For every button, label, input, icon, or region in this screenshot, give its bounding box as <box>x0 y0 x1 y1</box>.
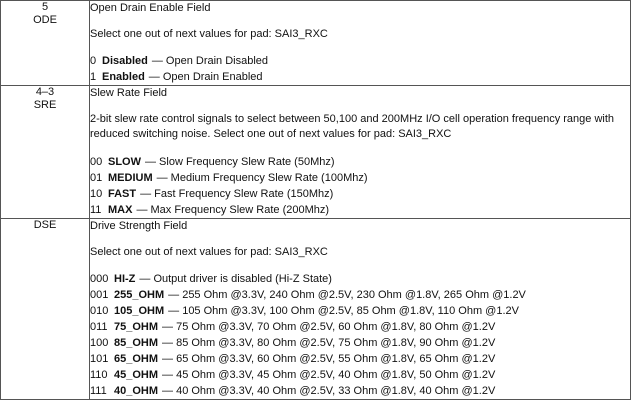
option-name: 65_OHM <box>114 353 159 365</box>
option-row <box>90 367 630 383</box>
field-bits: 5 <box>41 1 49 13</box>
description-cell <box>90 219 631 400</box>
field-intro: 2-bit slew rate control signals to select between 50,100 and 200MHz I/O cell operation frequency range with reduced switching noise. Select one out of next values for pad: SAI3_RXC <box>90 113 615 140</box>
option-code: 110 <box>90 369 108 381</box>
description-cell <box>90 1 631 86</box>
option-name: 105_OHM <box>114 305 165 317</box>
option-row <box>90 335 630 351</box>
field-cell <box>1 219 90 400</box>
option-code: 10 <box>90 188 103 200</box>
field-intro: Select one out of next values for pad: SAI3_RXC <box>90 246 328 258</box>
option-name: MAX <box>108 204 133 216</box>
field-title: Slew Rate Field <box>90 87 168 99</box>
field-cell <box>1 1 90 86</box>
field-cell <box>1 86 90 219</box>
option-code: 0 <box>90 55 97 67</box>
option-desc: — 65 Ohm @3.3V, 60 Ohm @2.5V, 55 Ohm @1.8V, 65 Ohm @1.2V <box>162 353 496 365</box>
option-row <box>90 69 630 85</box>
option-desc: — Fast Frequency Slew Rate (150Mhz) <box>140 188 334 200</box>
option-row <box>90 319 630 335</box>
option-row <box>90 303 630 319</box>
option-desc: — Slow Frequency Slew Rate (50Mhz) <box>145 156 335 168</box>
field-name: ODE <box>33 14 57 26</box>
option-desc: — 105 Ohm @3.3V, 100 Ohm @2.5V, 85 Ohm @1.8V, 110 Ohm @1.2V <box>168 305 519 317</box>
option-row <box>90 351 630 367</box>
description-cell <box>90 86 631 219</box>
option-name: 85_OHM <box>114 337 159 349</box>
field-name: DSE <box>33 219 57 231</box>
option-code: 1 <box>90 71 97 83</box>
option-code: 101 <box>90 353 109 365</box>
option-row <box>90 271 630 287</box>
option-row <box>90 154 630 170</box>
option-code: 000 <box>90 273 109 285</box>
option-desc: — 75 Ohm @3.3V, 70 Ohm @2.5V, 60 Ohm @1.8V, 80 Ohm @1.2V <box>162 321 496 333</box>
option-name: Enabled <box>102 71 145 83</box>
field-title: Drive Strength Field <box>90 220 188 232</box>
option-name: Disabled <box>102 55 148 67</box>
option-row <box>90 170 630 186</box>
field-name: SRE <box>33 99 57 111</box>
option-name: HI-Z <box>114 273 136 285</box>
option-desc: — Output driver is disabled (Hi-Z State) <box>139 273 332 285</box>
option-name: SLOW <box>108 156 141 168</box>
field-row-ode <box>1 1 631 86</box>
option-name: FAST <box>108 188 137 200</box>
option-desc: — 85 Ohm @3.3V, 80 Ohm @2.5V, 75 Ohm @1.8V, 90 Ohm @1.2V <box>162 337 496 349</box>
option-desc: — Medium Frequency Slew Rate (100Mhz) <box>156 172 368 184</box>
option-row <box>90 202 630 218</box>
option-name: 40_OHM <box>114 385 159 397</box>
option-name: 255_OHM <box>114 289 165 301</box>
field-row-sre <box>1 86 631 219</box>
field-row-dse <box>1 219 631 400</box>
field-title: Open Drain Enable Field <box>90 2 211 14</box>
option-code: 00 <box>90 156 103 168</box>
option-code: 100 <box>90 337 109 349</box>
option-row <box>90 186 630 202</box>
field-bits: 4–3 <box>35 86 55 98</box>
option-code: 11 <box>90 204 102 216</box>
option-code: 001 <box>90 289 109 301</box>
option-code: 011 <box>90 321 108 333</box>
option-code: 111 <box>90 385 107 397</box>
option-name: 75_OHM <box>114 321 159 333</box>
option-desc: — 255 Ohm @3.3V, 240 Ohm @2.5V, 230 Ohm @1.8V, 265 Ohm @1.2V <box>168 289 526 301</box>
option-row <box>90 287 630 303</box>
option-code: 01 <box>90 172 103 184</box>
field-intro: Select one out of next values for pad: SAI3_RXC <box>90 28 328 40</box>
option-desc: — Max Frequency Slew Rate (200Mhz) <box>136 204 330 216</box>
option-desc: — Open Drain Enabled <box>148 71 263 83</box>
option-name: MEDIUM <box>108 172 153 184</box>
option-row <box>90 53 630 69</box>
option-desc: — Open Drain Disabled <box>151 55 269 67</box>
option-desc: — 40 Ohm @3.3V, 40 Ohm @2.5V, 33 Ohm @1.8V, 40 Ohm @1.2V <box>162 385 496 397</box>
option-row <box>90 383 630 399</box>
option-name: 45_OHM <box>114 369 159 381</box>
option-desc: — 45 Ohm @3.3V, 45 Ohm @2.5V, 40 Ohm @1.8V, 50 Ohm @1.2V <box>162 369 496 381</box>
option-code: 010 <box>90 305 109 317</box>
